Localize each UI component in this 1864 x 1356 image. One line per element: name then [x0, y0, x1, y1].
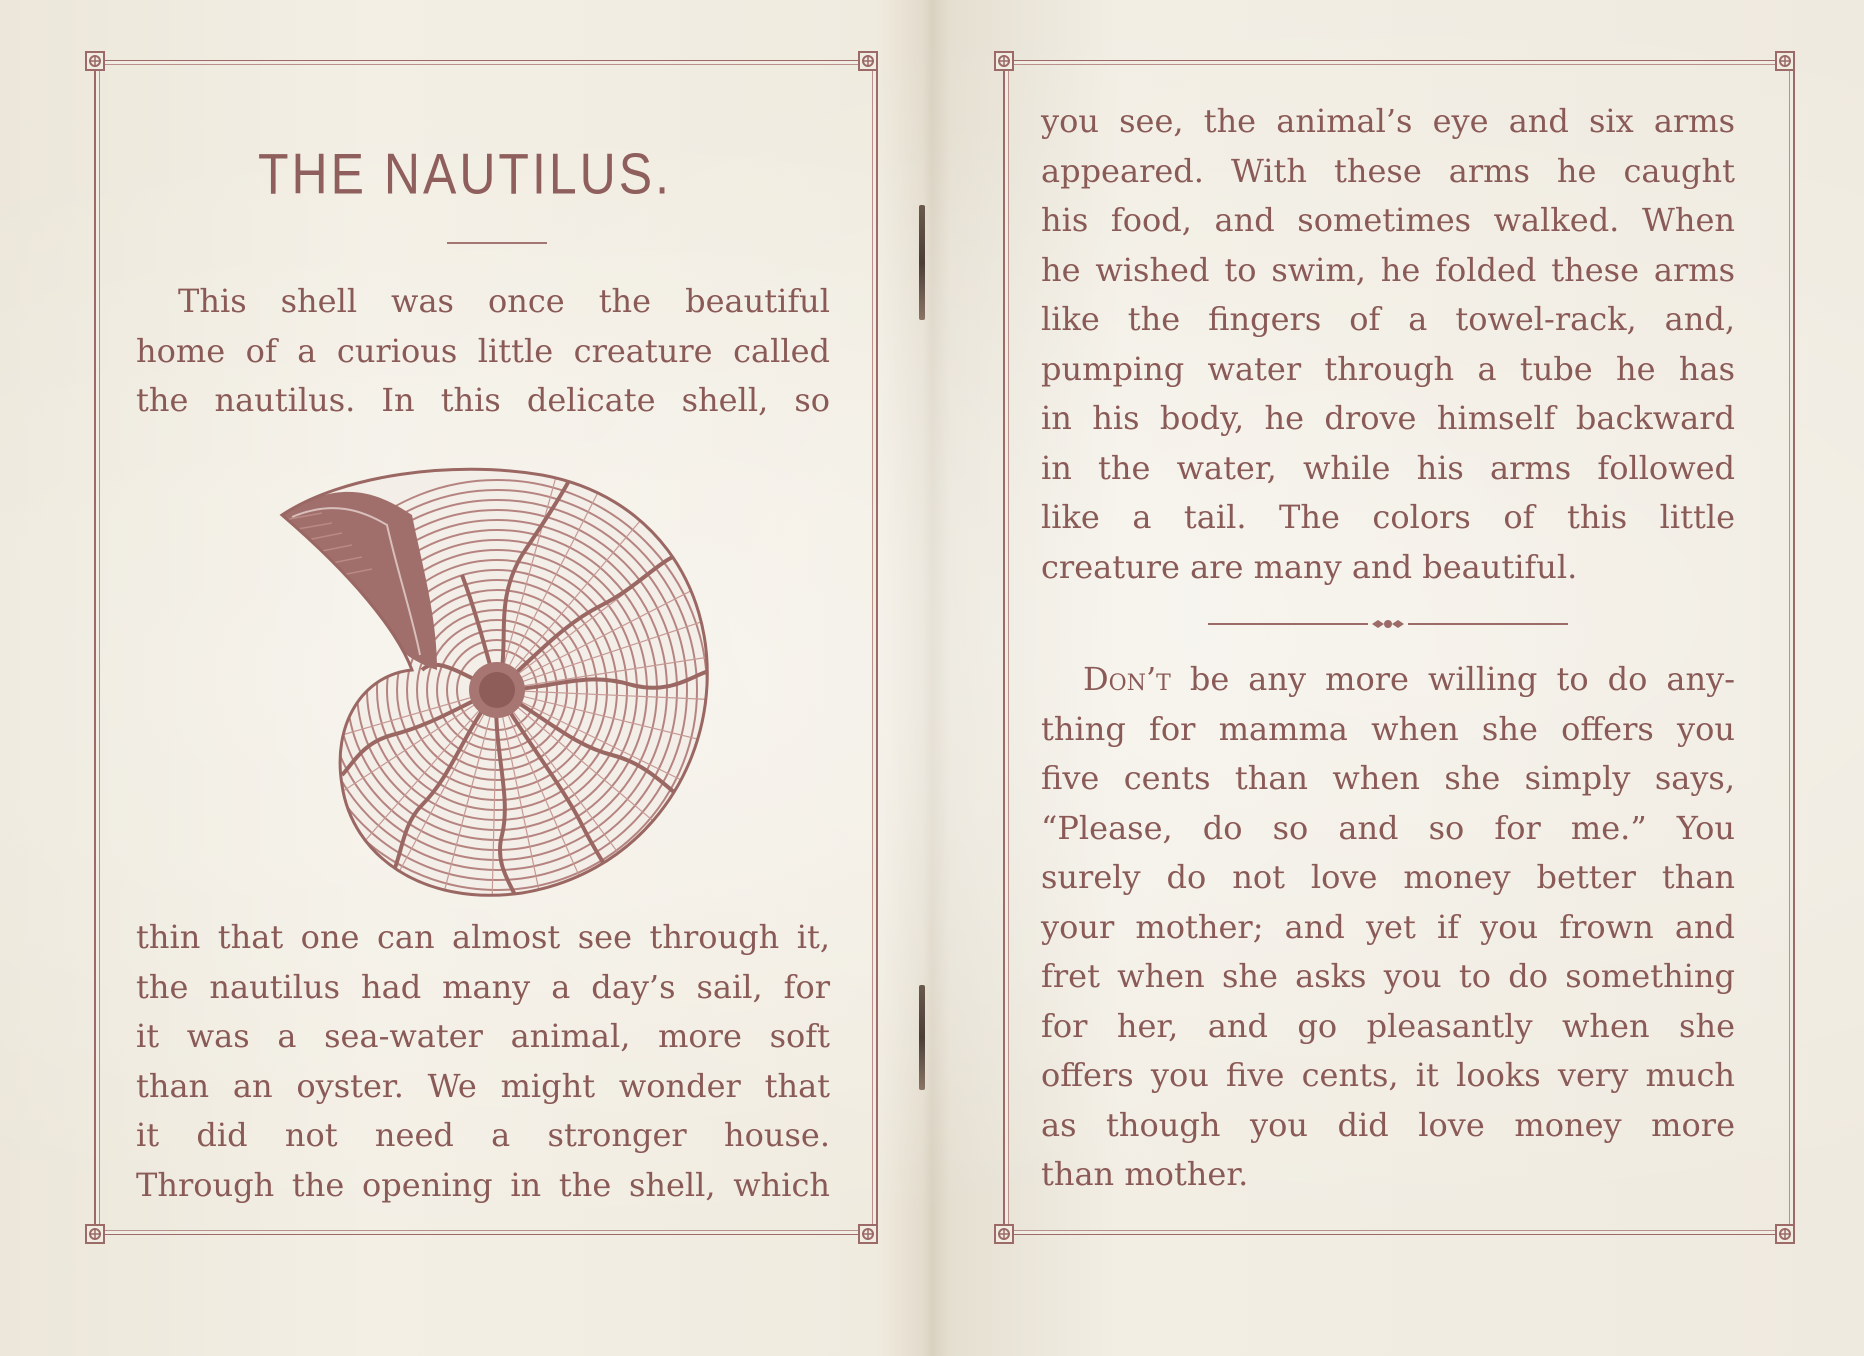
- text-line: it did not need a stronger house.: [136, 1116, 830, 1154]
- left-paragraph-top: [136, 277, 830, 426]
- text-line: Through the opening in the shell, which: [136, 1165, 830, 1204]
- nautilus-shell-illustration: [262, 455, 722, 900]
- corner-ornament-icon: [84, 1223, 106, 1245]
- text-line: for her, and go pleasantly when she: [1041, 1006, 1735, 1045]
- text-line: the nautilus. In this delicate shell, so: [136, 381, 830, 419]
- text-line: your mother; and yet if you frown and: [1041, 907, 1735, 946]
- text-line: than mother.: [1041, 1155, 1249, 1193]
- text-line: in his body, he drove himself backward: [1041, 399, 1735, 437]
- drop-word: Don’t: [1083, 660, 1171, 698]
- corner-ornament-icon: [1774, 1223, 1796, 1245]
- text-line: than an oyster. We might wonder that: [136, 1066, 830, 1105]
- right-paragraph-one: [1041, 97, 1735, 592]
- text-line: it was a sea-water animal, more soft: [136, 1017, 830, 1055]
- corner-ornament-icon: [857, 50, 879, 72]
- text-line: surely do not love money better than: [1041, 858, 1735, 896]
- text-line: thing for mamma when she offers you: [1041, 709, 1735, 748]
- text-line: like a tail. The colors of this little: [1041, 498, 1735, 536]
- text-line: creature are many and beautiful.: [1041, 547, 1578, 586]
- text-line: like the fingers of a towel-rack, and,: [1041, 300, 1735, 338]
- corner-ornament-icon: [857, 1223, 879, 1245]
- title-rule: [447, 242, 547, 244]
- text-line: you see, the animal’s eye and six arms: [1041, 102, 1735, 140]
- text-line: appeared. With these arms he caught: [1041, 151, 1735, 190]
- text-line: he wished to swim, he folded these arms: [1041, 250, 1735, 289]
- text-line: fret when she asks you to do something: [1041, 957, 1735, 995]
- text-line: as though you did love money more: [1041, 1105, 1735, 1144]
- right-paragraph-two: [1041, 655, 1735, 1200]
- right-page: [930, 0, 1864, 1356]
- text-line: offers you five cents, it looks very much: [1041, 1056, 1735, 1094]
- left-paragraph-bottom: [136, 913, 830, 1210]
- corner-ornament-icon: [84, 50, 106, 72]
- text-line: home of a curious little creature called: [136, 331, 830, 370]
- corner-ornament-icon: [993, 1223, 1015, 1245]
- text-line: the nautilus had many a day’s sail, for: [136, 967, 830, 1006]
- text-line: his food, and sometimes walked. When: [1041, 201, 1735, 239]
- corner-ornament-icon: [1774, 50, 1796, 72]
- text-line: in the water, while his arms followed: [1041, 448, 1735, 487]
- first-line-rest: be any more willing to do any-: [1170, 660, 1735, 698]
- left-page: [0, 0, 930, 1356]
- page-title: THE NAUTILUS.: [257, 141, 673, 207]
- text-line: “Please, do so and so for me.” You: [1041, 808, 1735, 847]
- text-line: [1041, 655, 1735, 705]
- corner-ornament-icon: [993, 50, 1015, 72]
- text-line: This shell was once the beautiful: [178, 282, 830, 320]
- text-line: five cents than when she simply says,: [1041, 759, 1735, 797]
- text-line: pumping water through a tube he has: [1041, 349, 1735, 388]
- text-line: thin that one can almost see through it,: [136, 918, 830, 956]
- section-divider: [1208, 618, 1568, 630]
